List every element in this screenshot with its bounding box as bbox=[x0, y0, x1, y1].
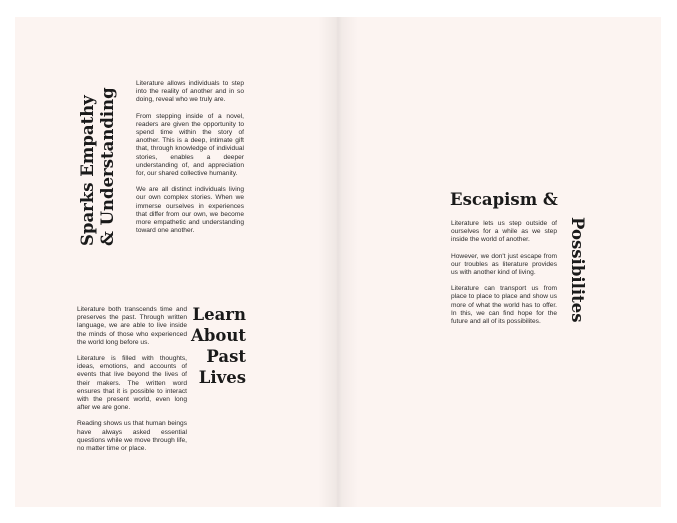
section-body-escapism bbox=[451, 220, 557, 334]
section-title-empathy bbox=[78, 86, 118, 246]
paragraph: Reading shows us that human beings have always asked essential questions while we move through life, no matter time or place. bbox=[77, 420, 187, 453]
section-title-possibilites: Possibilites bbox=[568, 217, 587, 323]
paragraph: Literature can transport us from place to place to place and show us more of what the world has to offer. In this, we can find hope for the future and all of its possibilites. bbox=[451, 285, 557, 326]
paragraph: From stepping inside of a novel, readers are given the opportunity to spend time within the story of another. This is a deep, intimate gift that, through knowledge of individual stories, enables a deeper understanding of, and appreciation for, our shared collective humanity. bbox=[136, 112, 244, 178]
section-title-line: Past bbox=[206, 347, 246, 366]
section-title-escapism: Escapism & bbox=[450, 190, 558, 209]
section-body-empathy bbox=[136, 80, 244, 243]
section-title-line: About bbox=[191, 326, 246, 345]
paragraph: Literature both transcends time and preserves the past. Through written language, we are able to live inside the minds of those who experienced the world long before us. bbox=[77, 306, 187, 346]
paragraph: Literature allows individuals to step into the reality of another and in so doing, reveal who we truly are. bbox=[136, 80, 244, 104]
section-body-past-lives bbox=[77, 306, 187, 461]
paragraph: We are all distinct individuals living our own complex stories. When we immerse ourselves in experiences that differ from our own, we become more empathetic and understanding toward one another. bbox=[136, 186, 244, 235]
paragraph: Literature is filled with thoughts, ideas, emotions, and accounts of events that live beyond the lives of their makers. The written word ensures that it is possible to interact with the present world, even long after we are gone. bbox=[77, 355, 187, 412]
section-title-empathy-line2: & Understanding bbox=[98, 87, 117, 246]
section-title-line: Learn bbox=[192, 305, 246, 324]
section-title-past-lives bbox=[184, 304, 246, 388]
section-title-line: Lives bbox=[198, 368, 246, 387]
paragraph: However, we don't just escape from our troubles as literature provides us with another kind of living. bbox=[451, 252, 557, 277]
section-title-empathy-line1: Sparks Empathy bbox=[78, 95, 97, 246]
paragraph: Literature lets us step outside of ourselves for a while as we step inside the world of another. bbox=[451, 220, 557, 244]
